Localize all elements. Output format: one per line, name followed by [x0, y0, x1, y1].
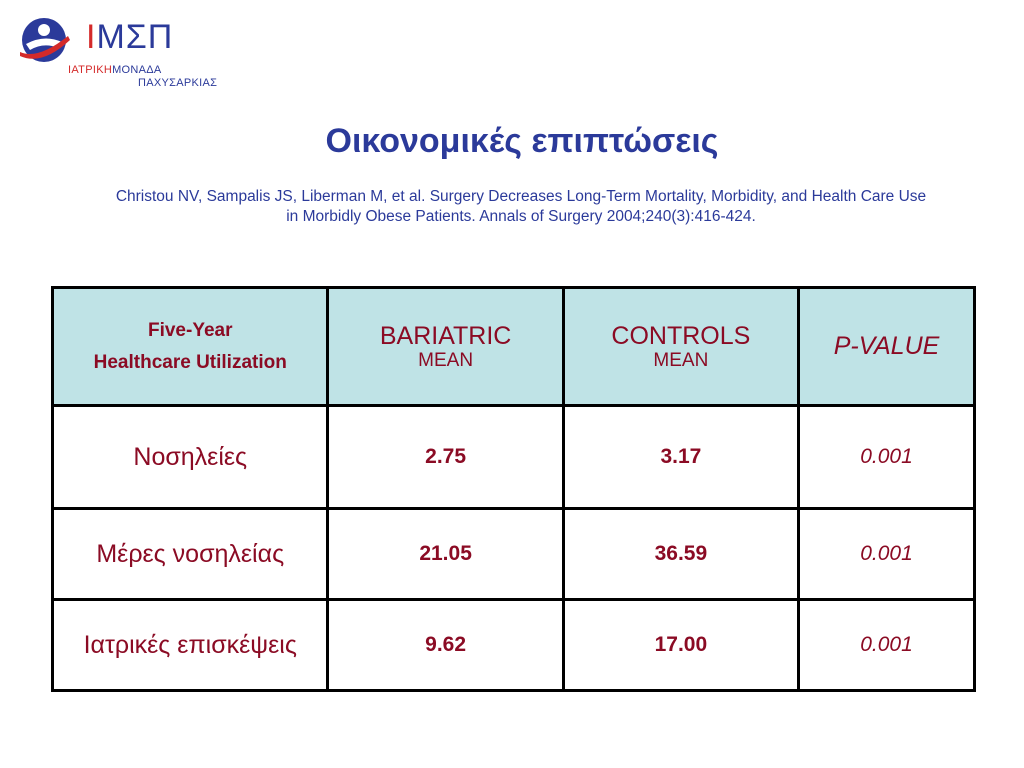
page-title: Οικονομικές επιπτώσεις	[325, 122, 719, 160]
table-row	[53, 406, 975, 509]
p-value: 0.001	[799, 406, 975, 509]
controls-value: 3.17	[563, 406, 798, 509]
header-controls	[563, 288, 798, 406]
row-label: Ιατρικές επισκέψεις	[53, 600, 328, 691]
row-label: Μέρες νοσηλείας	[53, 509, 328, 600]
header-utilization	[53, 288, 328, 406]
logo-brand-rest: ΜΣΠ	[96, 18, 174, 56]
bariatric-value: 21.05	[328, 509, 563, 600]
utilization-table	[51, 286, 976, 692]
citation-line1: Christou NV, Sampalis JS, Liberman M, et al. Surgery Decreases Long-Term Mortality, Morbidity, and Health Care Use	[115, 188, 927, 205]
controls-value: 17.00	[563, 600, 798, 691]
p-value: 0.001	[799, 600, 975, 691]
citation	[60, 187, 982, 227]
row-label: Νοσηλείες	[53, 406, 328, 509]
header-utilization-line1: Five-Year	[147, 319, 233, 341]
table-row	[53, 509, 975, 600]
header-p-value	[799, 288, 975, 406]
p-value: 0.001	[799, 509, 975, 600]
header-bariatric-main: BARIATRIC	[379, 321, 512, 350]
logo-line2: ΠΑΧΥΣΑΡΚΙΑΣ	[138, 77, 218, 89]
table-header-row	[53, 288, 975, 406]
logo-brand-i: Ι	[86, 18, 97, 56]
logo-figure-icon	[18, 16, 78, 66]
header-bariatric	[328, 288, 563, 406]
table-row	[53, 600, 975, 691]
controls-value: 36.59	[563, 509, 798, 600]
logo-line1-red: ΙΑΤΡΙΚΗ	[68, 64, 113, 76]
header-controls-sub: MEAN	[653, 349, 709, 371]
header-controls-main: CONTROLS	[611, 321, 751, 350]
logo-line1-blue: ΜΟΝΑΔΑ	[112, 64, 162, 76]
bariatric-value: 9.62	[328, 600, 563, 691]
citation-line2: in Morbidly Obese Patients. Annals of Surgery 2004;240(3):416-424.	[286, 208, 756, 225]
header-bariatric-sub: MEAN	[418, 349, 474, 371]
logo-line1	[68, 64, 162, 76]
header-p-value-label: P-VALUE	[833, 332, 940, 360]
logo-brand	[86, 18, 173, 57]
logo	[18, 16, 218, 89]
header-utilization-line2: Healthcare Utilization	[93, 351, 287, 373]
bariatric-value: 2.75	[328, 406, 563, 509]
